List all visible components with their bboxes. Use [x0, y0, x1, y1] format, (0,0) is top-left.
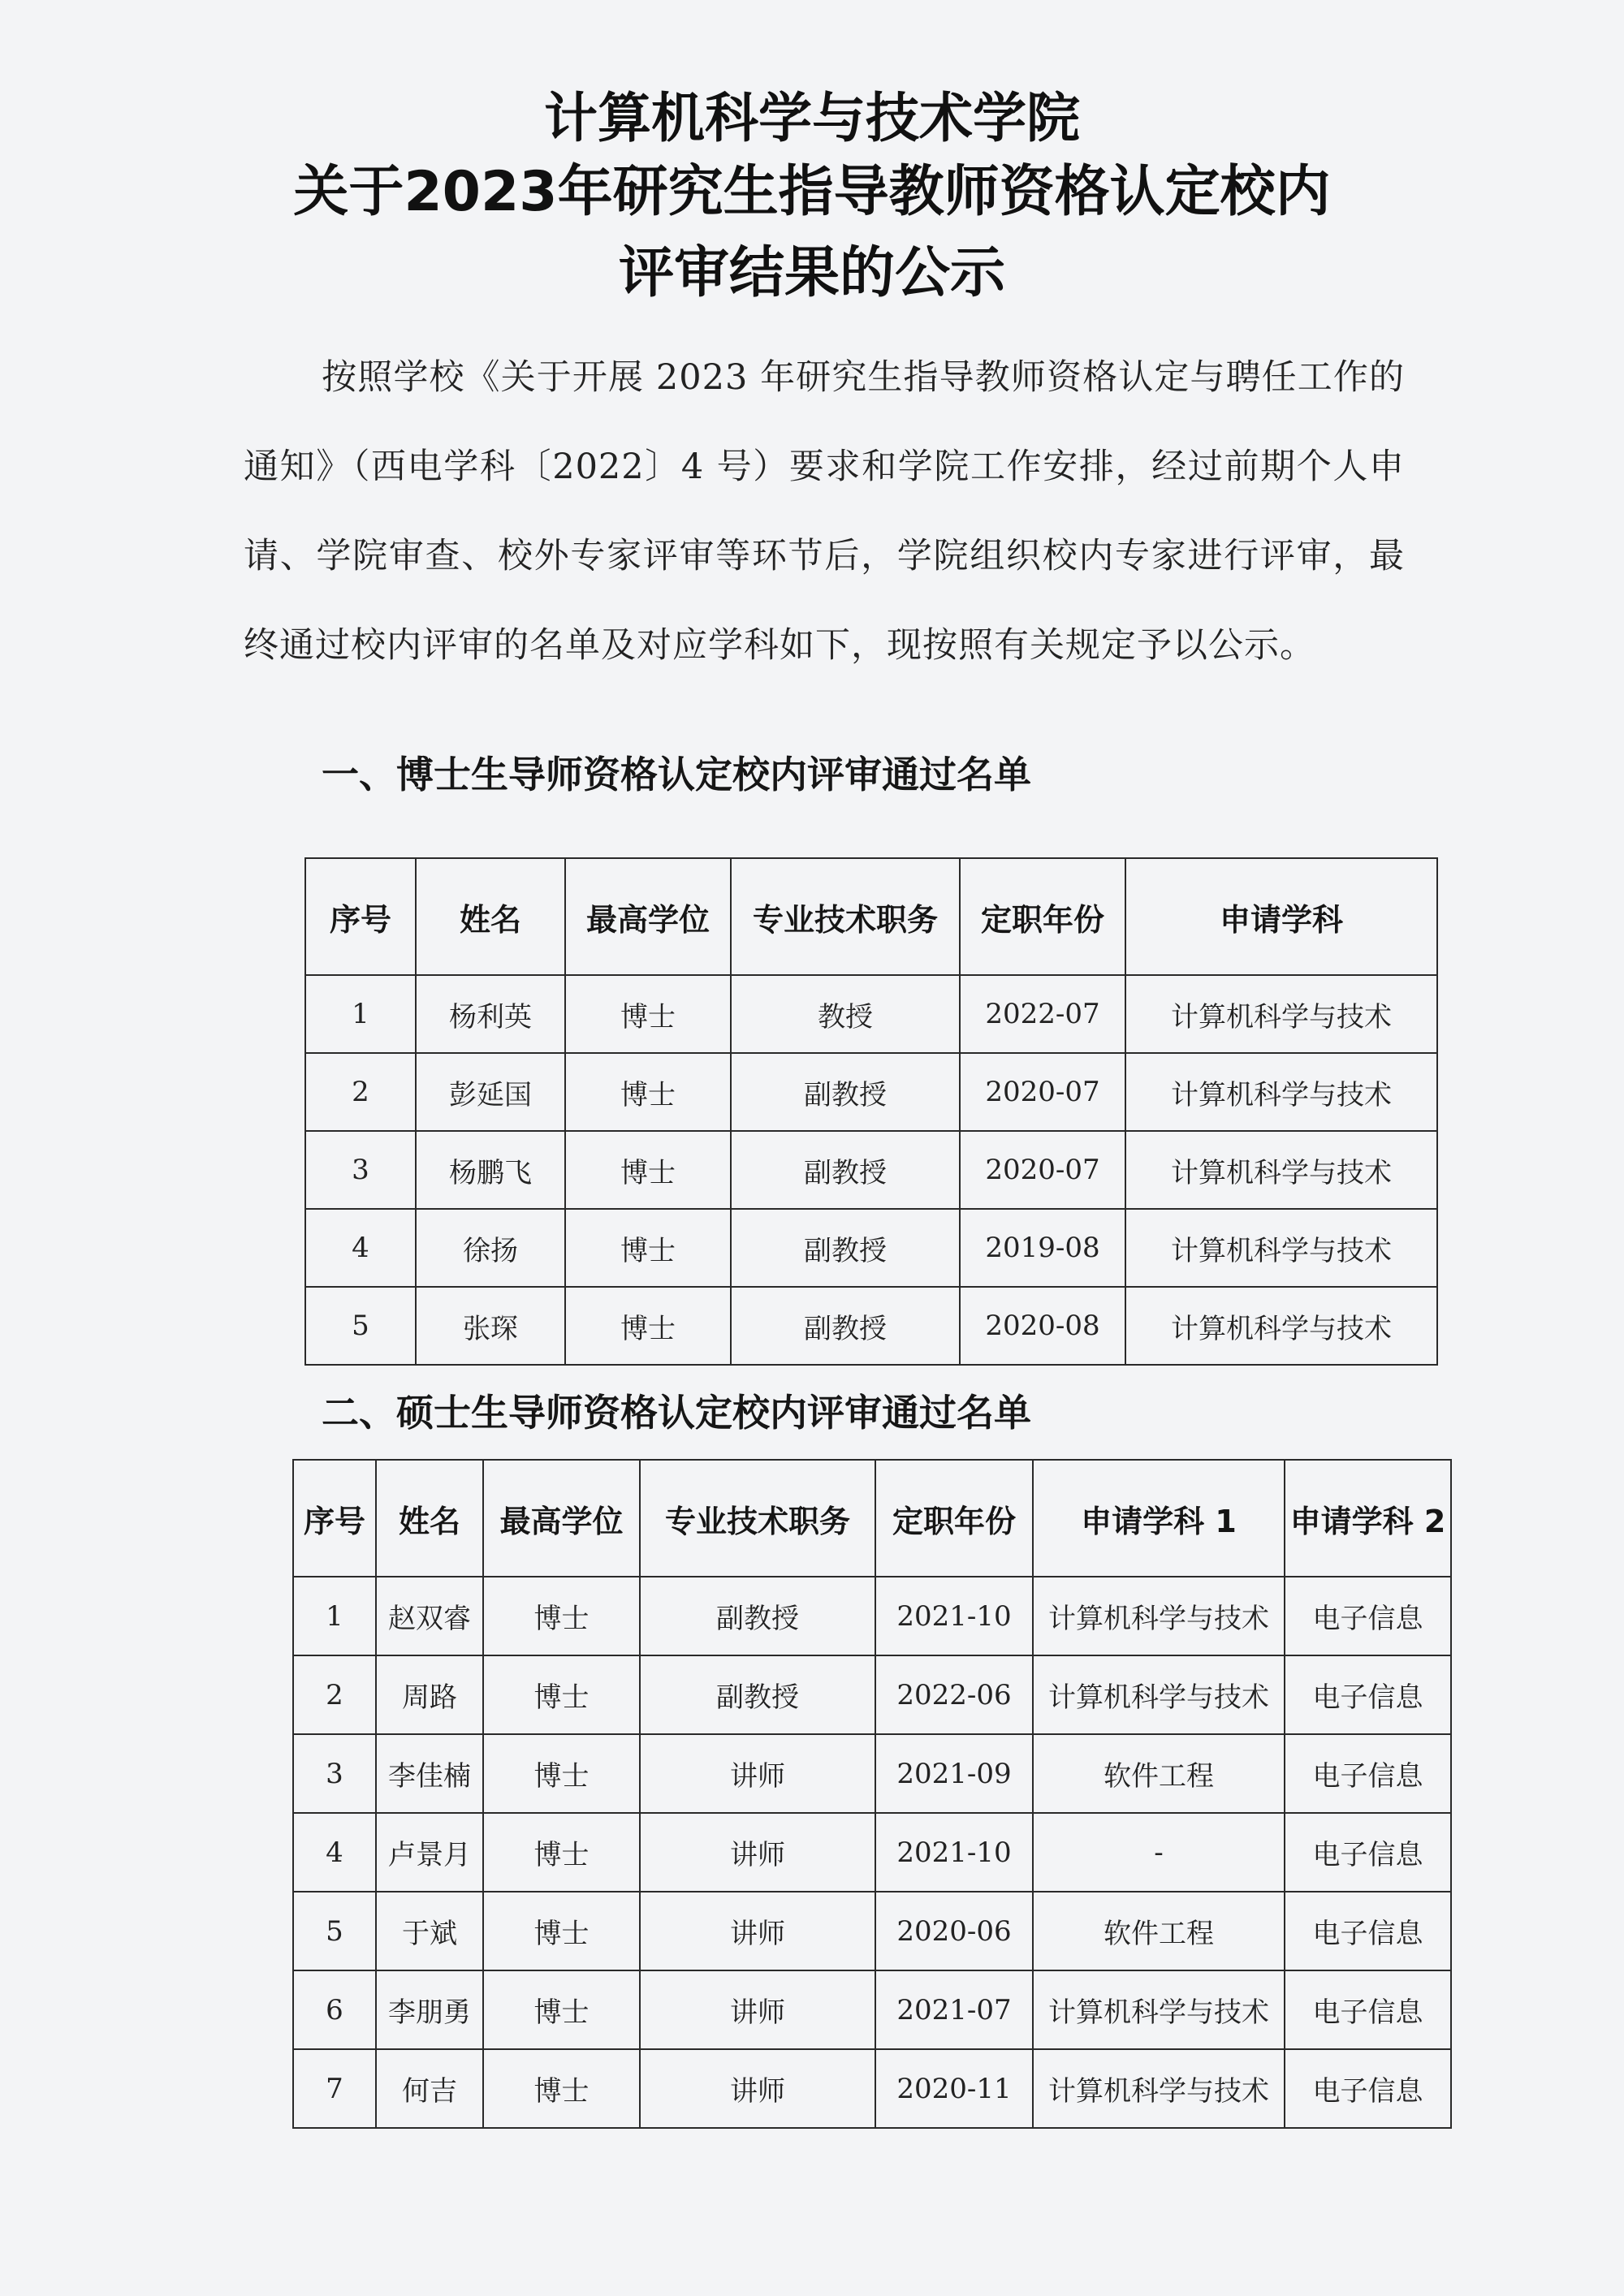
table-row	[293, 1813, 1451, 1892]
table-cell: 讲师	[640, 1813, 875, 1892]
table-row	[305, 1287, 1437, 1365]
table-cell: 徐扬	[416, 1209, 565, 1287]
table-cell: 计算机科学与技术	[1125, 1209, 1437, 1287]
table-cell: 博士	[483, 1813, 640, 1892]
header-cell: 定职年份	[960, 858, 1125, 975]
table-cell: 2020-11	[875, 2049, 1033, 2128]
table-cell: 5	[293, 1892, 376, 1970]
table-cell: 2020-06	[875, 1892, 1033, 1970]
table-cell: 计算机科学与技术	[1033, 1655, 1285, 1734]
table-cell: 1	[305, 975, 416, 1053]
table-cell: 副教授	[731, 1131, 960, 1209]
title-line-2: 关于2023年研究生指导教师资格认定校内	[293, 160, 1331, 224]
table-cell: 3	[293, 1734, 376, 1813]
table-row	[305, 1131, 1437, 1209]
header-cell: 序号	[293, 1460, 376, 1577]
table-cell: 彭延国	[416, 1053, 565, 1131]
table-cell: 博士	[483, 1577, 640, 1655]
header-cell: 申请学科 1	[1033, 1460, 1285, 1577]
section-1-heading: 一、博士生导师资格认定校内评审通过名单	[322, 753, 1031, 796]
table-cell: 副教授	[731, 1053, 960, 1131]
table-row	[305, 975, 1437, 1053]
table-cell: 副教授	[640, 1655, 875, 1734]
table-cell: 何吉	[376, 2049, 483, 2128]
header-cell: 申请学科 2	[1285, 1460, 1451, 1577]
table-cell: 电子信息	[1285, 1892, 1451, 1970]
table-cell: 电子信息	[1285, 1734, 1451, 1813]
table-cell: 于斌	[376, 1892, 483, 1970]
table-cell: 电子信息	[1285, 1655, 1451, 1734]
table-cell: 3	[305, 1131, 416, 1209]
table-cell: 博士	[483, 1970, 640, 2049]
table-cell: 博士	[565, 1131, 731, 1209]
table-cell: 周路	[376, 1655, 483, 1734]
table-cell: 博士	[483, 1734, 640, 1813]
header-cell: 姓名	[416, 858, 565, 975]
table-cell: 计算机科学与技术	[1033, 1577, 1285, 1655]
table-header-row	[305, 858, 1437, 975]
table-cell: 2022-07	[960, 975, 1125, 1053]
table-cell: 计算机科学与技术	[1033, 1970, 1285, 2049]
body-paragraph: 按照学校《关于开展 2023 年研究生指导教师资格认定与聘任工作的通知》（西电学科〔2022〕4 号）要求和学院工作安排，经过前期个人申请、学院审查、校外专家评审等环节后，学院组织校内专家进行评审，最终通过校内评审的名单及对应学科如下，现按照有关规定予以公示。	[244, 357, 1405, 666]
table-row	[305, 1053, 1437, 1131]
table-cell: 杨利英	[416, 975, 565, 1053]
title-line-3: 评审结果的公示	[618, 241, 1005, 305]
table-cell: 讲师	[640, 1970, 875, 2049]
header-cell: 专业技术职务	[640, 1460, 875, 1577]
table-cell: 计算机科学与技术	[1125, 1053, 1437, 1131]
table-cell: 5	[305, 1287, 416, 1365]
header-cell: 定职年份	[875, 1460, 1033, 1577]
table-cell: 2	[305, 1053, 416, 1131]
table-cell: 4	[305, 1209, 416, 1287]
table-cell: 博士	[483, 1655, 640, 1734]
table-cell: 2021-10	[875, 1813, 1033, 1892]
table-row	[293, 1892, 1451, 1970]
table-cell: 2021-07	[875, 1970, 1033, 2049]
table-cell: 李佳楠	[376, 1734, 483, 1813]
table-cell: 4	[293, 1813, 376, 1892]
table-cell: 1	[293, 1577, 376, 1655]
table-cell: 电子信息	[1285, 1813, 1451, 1892]
table-cell: 2	[293, 1655, 376, 1734]
title-line-1: 计算机科学与技术学院	[544, 87, 1080, 149]
table-cell: 2020-07	[960, 1131, 1125, 1209]
master-supervisor-table	[292, 1459, 1452, 2129]
doctoral-supervisor-table	[304, 857, 1438, 1366]
table-row	[293, 1970, 1451, 2049]
table-cell: 2021-09	[875, 1734, 1033, 1813]
table-cell: 副教授	[731, 1287, 960, 1365]
header-cell: 申请学科	[1125, 858, 1437, 975]
table-cell: -	[1033, 1813, 1285, 1892]
table-cell: 2019-08	[960, 1209, 1125, 1287]
table-cell: 6	[293, 1970, 376, 2049]
table-cell: 2022-06	[875, 1655, 1033, 1734]
table-cell: 张琛	[416, 1287, 565, 1365]
table-row	[305, 1209, 1437, 1287]
header-cell: 专业技术职务	[731, 858, 960, 975]
table-cell: 2020-08	[960, 1287, 1125, 1365]
table-cell: 计算机科学与技术	[1125, 1131, 1437, 1209]
table-cell: 赵双睿	[376, 1577, 483, 1655]
table-row	[293, 1734, 1451, 1813]
table-cell: 博士	[483, 2049, 640, 2128]
header-cell: 序号	[305, 858, 416, 975]
table-cell: 2021-10	[875, 1577, 1033, 1655]
table-cell: 李朋勇	[376, 1970, 483, 2049]
table-cell: 计算机科学与技术	[1125, 975, 1437, 1053]
table-cell: 杨鹏飞	[416, 1131, 565, 1209]
table-cell: 电子信息	[1285, 2049, 1451, 2128]
table-cell: 电子信息	[1285, 1970, 1451, 2049]
table-cell: 计算机科学与技术	[1033, 2049, 1285, 2128]
table-row	[293, 1655, 1451, 1734]
table-cell: 讲师	[640, 1734, 875, 1813]
section-2-heading: 二、硕士生导师资格认定校内评审通过名单	[322, 1391, 1031, 1435]
table-cell: 博士	[565, 1287, 731, 1365]
table-cell: 副教授	[640, 1577, 875, 1655]
header-cell: 最高学位	[483, 1460, 640, 1577]
table-cell: 博士	[565, 975, 731, 1053]
table-cell: 卢景月	[376, 1813, 483, 1892]
table-cell: 副教授	[731, 1209, 960, 1287]
table-cell: 博士	[565, 1209, 731, 1287]
table-header-row	[293, 1460, 1451, 1577]
header-cell: 姓名	[376, 1460, 483, 1577]
table-cell: 博士	[565, 1053, 731, 1131]
table-cell: 讲师	[640, 1892, 875, 1970]
table-cell: 计算机科学与技术	[1125, 1287, 1437, 1365]
table-cell: 7	[293, 2049, 376, 2128]
table-cell: 博士	[483, 1892, 640, 1970]
table-row	[293, 1577, 1451, 1655]
table-cell: 2020-07	[960, 1053, 1125, 1131]
table-cell: 电子信息	[1285, 1577, 1451, 1655]
table-cell: 软件工程	[1033, 1892, 1285, 1970]
table-row	[293, 2049, 1451, 2128]
table-cell: 教授	[731, 975, 960, 1053]
table-cell: 讲师	[640, 2049, 875, 2128]
header-cell: 最高学位	[565, 858, 731, 975]
table-cell: 软件工程	[1033, 1734, 1285, 1813]
